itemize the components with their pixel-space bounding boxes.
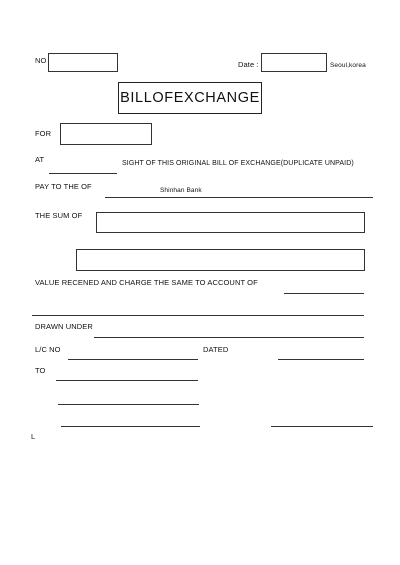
sight-text: SIGHT OF THIS ORIGINAL BILL OF EXCHANGE(DUPLICATE UNPAID) (122, 160, 354, 167)
sum-field-2[interactable] (76, 249, 365, 271)
place-text: Seoul,korea (330, 62, 366, 69)
to-label: TO (35, 366, 46, 375)
to-line-3[interactable] (61, 426, 200, 427)
date-label: Date : (238, 60, 259, 69)
at-label: AT (35, 155, 45, 164)
lc-no-line[interactable] (68, 359, 198, 360)
lc-no-label: L/C NO (35, 345, 61, 354)
account-line[interactable] (284, 293, 364, 294)
sum-label: THE SUM OF (35, 211, 83, 220)
value-received-text: VALUE RECENED AND CHARGE THE SAME TO ACCOUNT OF (35, 278, 258, 287)
document-title: BILLOFEXCHANGE (118, 82, 262, 114)
for-label: FOR (35, 129, 52, 138)
dated-line[interactable] (278, 359, 364, 360)
sum-field[interactable] (96, 212, 365, 233)
no-field[interactable] (48, 53, 118, 72)
no-label: NO (35, 56, 47, 65)
pay-to-label: PAY TO THE OF (35, 182, 92, 191)
at-line[interactable] (49, 173, 117, 174)
divider-line (32, 315, 364, 316)
date-field[interactable] (261, 53, 327, 72)
to-line-1[interactable] (56, 380, 198, 381)
footer-mark: L (31, 432, 36, 441)
drawn-under-line[interactable] (94, 337, 364, 338)
drawn-under-label: DRAWN UNDER (35, 322, 93, 331)
signature-line[interactable] (271, 426, 373, 427)
to-line-2[interactable] (58, 404, 199, 405)
pay-to-line[interactable] (105, 197, 373, 198)
payee-name: Shinhan Bank (160, 187, 202, 194)
for-field[interactable] (60, 123, 152, 145)
dated-label: DATED (203, 345, 229, 354)
